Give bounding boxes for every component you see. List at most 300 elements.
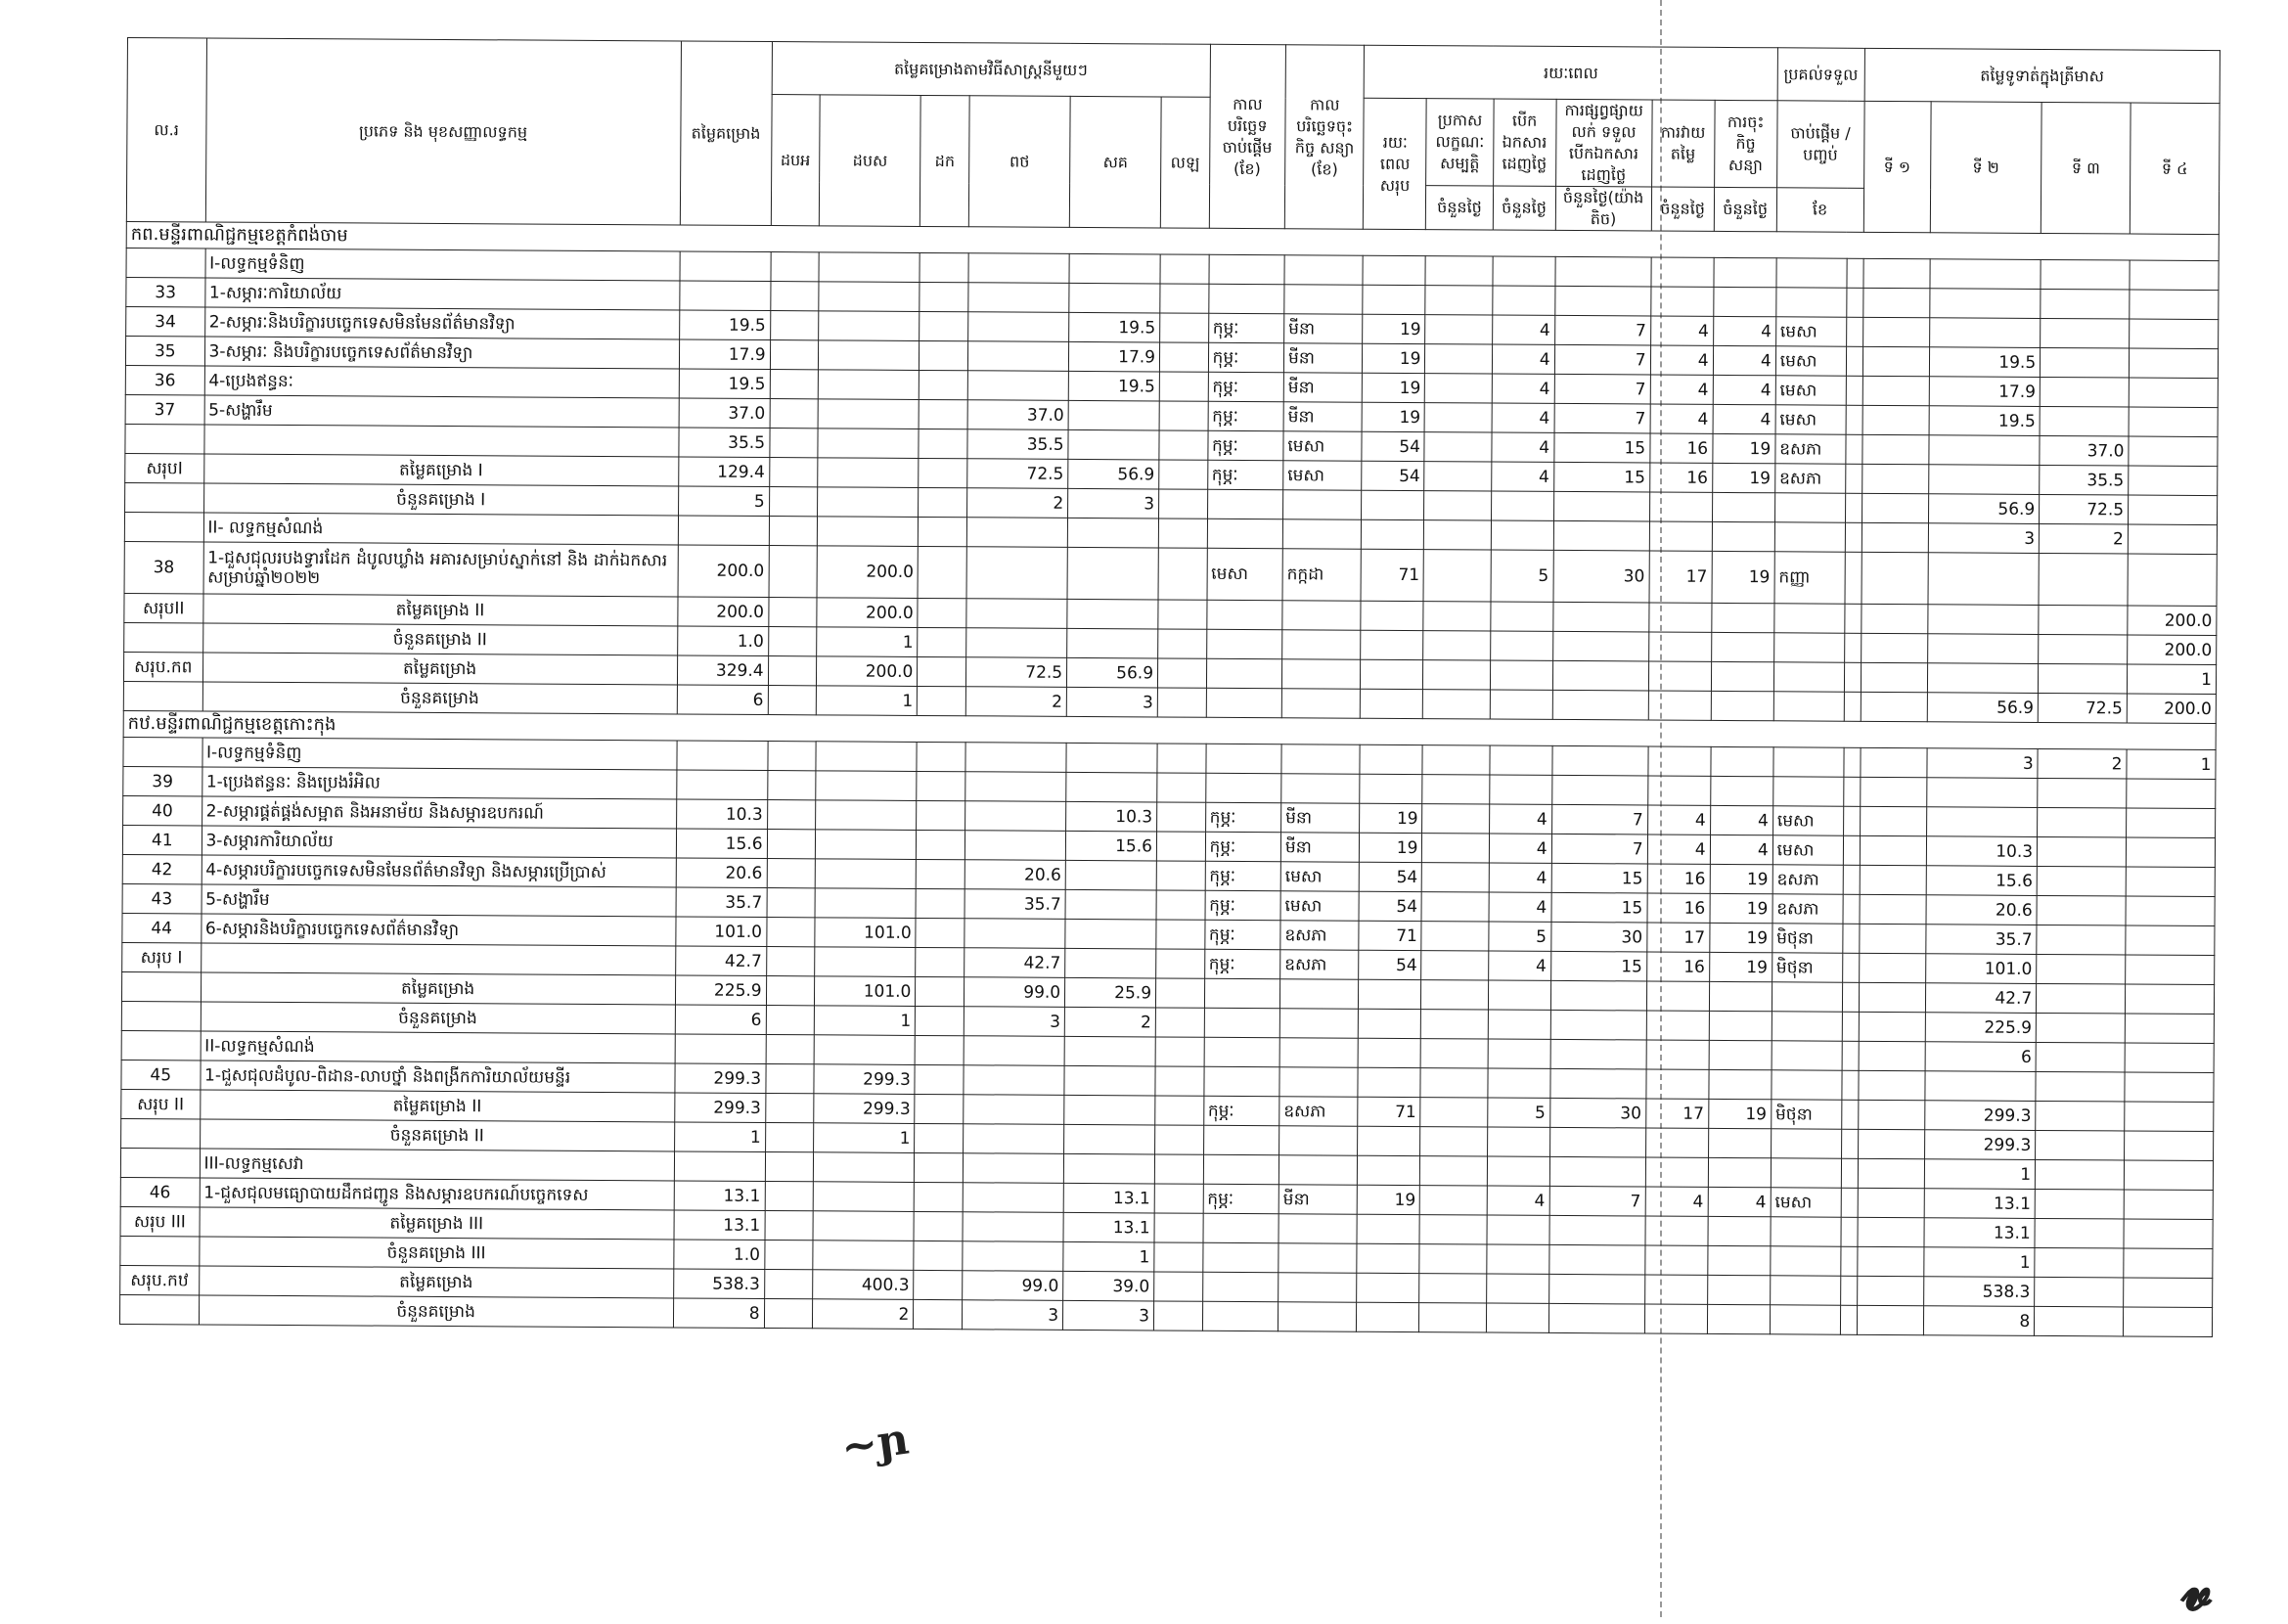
table-cell xyxy=(1064,1065,1155,1096)
table-cell xyxy=(2126,896,2215,926)
table-cell: 1 xyxy=(2127,749,2216,780)
table-cell xyxy=(121,1001,201,1030)
table-cell xyxy=(1493,256,1555,286)
table-cell xyxy=(1157,658,1206,688)
table-cell xyxy=(1160,254,1209,284)
table-cell xyxy=(1776,258,1847,288)
table-cell xyxy=(2036,1101,2125,1131)
table-cell xyxy=(1859,953,1925,982)
table-cell: 99.0 xyxy=(964,977,1064,1008)
table-cell xyxy=(1861,604,1927,633)
table-cell xyxy=(967,371,1068,401)
table-cell xyxy=(769,458,818,487)
table-cell xyxy=(1156,890,1205,920)
table-cell xyxy=(2041,318,2130,348)
table-cell xyxy=(1420,1068,1487,1098)
table-cell xyxy=(1646,1069,1709,1099)
table-cell xyxy=(819,340,920,371)
table-cell xyxy=(964,1065,1064,1096)
table-cell xyxy=(2124,1278,2213,1308)
table-cell xyxy=(676,770,767,800)
table-cell xyxy=(818,429,919,459)
table-cell xyxy=(1772,1012,1842,1041)
table-cell xyxy=(818,458,919,488)
table-cell: 538.3 xyxy=(673,1269,764,1299)
table-cell: 2 xyxy=(1064,1007,1155,1037)
table-cell: 37.0 xyxy=(679,398,770,429)
table-cell xyxy=(965,801,1065,832)
table-cell: 13.1 xyxy=(1063,1212,1154,1242)
table-cell xyxy=(1862,317,1929,346)
table-cell xyxy=(1068,429,1159,460)
table-cell xyxy=(1202,1272,1279,1301)
table-cell: 19 xyxy=(1709,952,1772,981)
table-cell xyxy=(1846,376,1862,405)
table-cell: 35.7 xyxy=(1925,925,2037,955)
table-cell xyxy=(1840,1305,1857,1334)
table-cell: មេសា xyxy=(1207,548,1283,600)
table-cell: 72.5 xyxy=(965,657,1066,688)
table-cell: មីនា xyxy=(1283,402,1363,431)
table-cell: មេសា xyxy=(1771,1188,1841,1217)
table-cell xyxy=(1842,1070,1859,1100)
table-cell: តម្លៃគម្រោង xyxy=(199,1266,673,1298)
table-cell: 45 xyxy=(121,1060,201,1089)
table-cell: មិថុនា xyxy=(1772,953,1842,982)
table-cell: កុម្ភៈ xyxy=(1208,342,1284,372)
table-cell xyxy=(1279,1126,1358,1155)
table-cell xyxy=(2129,407,2218,437)
table-cell xyxy=(1357,1214,1419,1243)
table-cell xyxy=(1842,1041,1859,1070)
table-cell xyxy=(1063,1153,1154,1184)
table-cell xyxy=(678,516,769,546)
table-cell xyxy=(1845,522,1862,552)
quarter-header: ទី ៤ xyxy=(2130,103,2220,235)
table-cell xyxy=(1065,889,1156,920)
table-cell xyxy=(1159,342,1208,372)
table-cell xyxy=(764,1299,813,1329)
table-cell xyxy=(2125,984,2214,1015)
table-cell xyxy=(2129,348,2218,379)
table-cell xyxy=(1281,659,1361,689)
table-cell xyxy=(1491,491,1553,520)
table-cell xyxy=(1157,802,1206,832)
table-cell xyxy=(1065,860,1156,890)
table-cell: 7 xyxy=(1554,315,1650,345)
table-cell xyxy=(968,253,1069,284)
table-cell xyxy=(1206,629,1282,658)
table-cell xyxy=(814,1035,915,1065)
table-cell: III-លទ្ធកម្មសេវា xyxy=(200,1149,674,1181)
table-cell xyxy=(1846,346,1862,376)
table-cell xyxy=(1419,1244,1486,1274)
table-cell: 2-សម្ភារផ្គត់ផ្គង់សម្អាត និងអនាម័យ និងសម្ភារឧបករណ៍ xyxy=(202,796,676,829)
method-header: លឡ xyxy=(1160,97,1209,228)
table-cell: ឧសភា xyxy=(1772,865,1843,894)
table-cell xyxy=(1552,745,1648,776)
table-cell xyxy=(1713,287,1775,316)
table-cell: 299.3 xyxy=(1924,1101,2036,1131)
table-cell: 19 xyxy=(1363,373,1425,402)
table-cell: 19.5 xyxy=(1929,347,2041,378)
method-header: ដបអ xyxy=(771,95,820,226)
table-cell xyxy=(1282,630,1362,659)
table-cell: 4 xyxy=(1492,344,1554,374)
table-cell xyxy=(1154,1213,1203,1242)
table-cell xyxy=(1844,747,1861,777)
table-cell xyxy=(1158,629,1207,658)
table-cell xyxy=(1770,1276,1840,1305)
table-cell: 101.0 xyxy=(815,918,916,948)
table-cell xyxy=(1159,460,1208,489)
table-cell xyxy=(767,771,816,800)
table-cell xyxy=(1771,1217,1841,1246)
table-cell xyxy=(1772,777,1843,806)
table-cell xyxy=(1278,1302,1357,1331)
table-cell xyxy=(1548,1244,1644,1275)
table-cell xyxy=(1773,747,1844,777)
table-cell xyxy=(2124,1248,2213,1279)
table-cell xyxy=(2035,1189,2124,1219)
table-cell xyxy=(1549,1068,1645,1099)
table-cell: 5 xyxy=(1491,550,1553,602)
table-cell xyxy=(1859,982,1925,1012)
table-cell: 19 xyxy=(1363,314,1425,343)
table-cell: 4 xyxy=(1491,462,1553,491)
table-cell: 4 xyxy=(1489,834,1551,863)
table-cell: 4 xyxy=(1650,375,1713,404)
table-cell: 16 xyxy=(1647,864,1710,893)
table-cell: សរុប II xyxy=(121,1089,201,1118)
table-cell xyxy=(1208,284,1284,313)
table-cell: 17 xyxy=(1646,923,1709,952)
table-cell xyxy=(1423,631,1490,660)
table-cell xyxy=(1157,773,1206,802)
table-cell xyxy=(964,1036,1064,1066)
table-cell xyxy=(919,429,967,458)
table-cell xyxy=(765,1152,814,1182)
table-cell xyxy=(1844,806,1861,835)
table-cell: 10.3 xyxy=(676,799,767,830)
table-cell xyxy=(1204,1037,1280,1066)
table-cell: 1-សម្ភារៈការិយាល័យ xyxy=(204,278,679,310)
table-cell: 56.9 xyxy=(1927,693,2039,723)
table-cell xyxy=(1844,777,1861,806)
table-cell: 6-សម្ភារនិងបរិក្ខារបច្ចេកទេសព័ត៌មានវិទ្យា xyxy=(201,914,675,946)
table-cell: 54 xyxy=(1362,431,1424,461)
table-cell: 1 xyxy=(817,627,918,657)
table-cell xyxy=(1422,775,1489,804)
table-cell: 19.5 xyxy=(1068,371,1159,401)
table-cell xyxy=(1861,633,1927,662)
table-cell xyxy=(917,800,965,830)
table-cell xyxy=(1710,776,1772,805)
table-cell xyxy=(2124,1219,2213,1249)
table-cell: 37.0 xyxy=(2040,435,2129,466)
table-cell xyxy=(2041,289,2130,319)
table-cell xyxy=(2037,983,2126,1014)
table-cell xyxy=(1154,1184,1203,1213)
quarter-header: ទី ១ xyxy=(1863,101,1931,232)
table-cell xyxy=(818,399,919,429)
table-cell xyxy=(916,947,965,976)
table-cell xyxy=(1419,1274,1486,1303)
table-cell: កុម្ភៈ xyxy=(1203,1184,1279,1213)
table-cell xyxy=(1279,1243,1358,1273)
table-cell xyxy=(1359,1038,1421,1067)
table-cell xyxy=(1357,1273,1419,1302)
table-cell xyxy=(1648,661,1711,691)
table-cell xyxy=(1279,979,1359,1009)
table-cell xyxy=(1860,865,1926,894)
col-methods-header: តម្លៃគម្រោងតាមវិធីសាស្ត្រនីមួយៗ xyxy=(772,42,1210,98)
table-cell xyxy=(1925,1071,2037,1102)
table-cell xyxy=(1648,603,1711,632)
table-cell: មីនា xyxy=(1280,833,1360,862)
table-cell xyxy=(1926,778,2038,808)
table-cell xyxy=(1644,1304,1707,1333)
table-cell: 4 xyxy=(1650,316,1713,345)
table-cell xyxy=(1929,435,2041,466)
table-cell xyxy=(1554,286,1650,316)
method-header: ដក xyxy=(920,95,969,226)
table-cell xyxy=(1770,1305,1840,1334)
table-cell xyxy=(1281,744,1361,774)
table-cell xyxy=(203,425,678,457)
table-cell xyxy=(767,888,816,918)
table-cell xyxy=(770,399,819,429)
table-cell xyxy=(1553,491,1649,521)
table-cell xyxy=(1423,690,1490,719)
table-cell: 19 xyxy=(1712,463,1774,492)
table-cell: 2 xyxy=(2038,748,2127,779)
table-cell xyxy=(813,1211,914,1241)
table-cell xyxy=(1860,894,1926,924)
table-cell xyxy=(1646,1040,1709,1069)
table-cell: 13.1 xyxy=(1924,1189,2036,1219)
table-cell xyxy=(818,370,919,400)
table-cell: 4 xyxy=(1492,403,1554,432)
table-cell xyxy=(1773,633,1844,662)
table-cell: 36 xyxy=(125,365,204,394)
table-cell xyxy=(1488,1039,1550,1068)
table-cell xyxy=(1843,953,1860,982)
table-cell: 400.3 xyxy=(813,1270,914,1300)
table-cell: 17 xyxy=(1649,551,1712,603)
table-cell xyxy=(2130,260,2219,291)
table-cell xyxy=(1550,1039,1646,1069)
table-cell xyxy=(1486,1303,1548,1332)
table-cell xyxy=(767,830,816,859)
table-cell xyxy=(1552,602,1648,632)
unit-header: ចំនួនថ្ងៃ(យ៉ាង តិច) xyxy=(1555,186,1651,231)
table-cell: 42.7 xyxy=(675,946,766,976)
table-cell xyxy=(816,800,917,831)
table-cell xyxy=(919,517,967,546)
table-cell xyxy=(1550,980,1646,1011)
table-cell xyxy=(126,248,205,277)
table-cell: 20.6 xyxy=(965,860,1065,890)
table-cell xyxy=(766,1035,815,1064)
table-cell xyxy=(1159,430,1208,460)
table-cell xyxy=(1552,690,1648,720)
table-cell: 299.3 xyxy=(674,1093,765,1123)
table-cell: 19 xyxy=(1363,343,1425,373)
table-cell xyxy=(1774,604,1845,633)
table-cell xyxy=(1279,1214,1358,1243)
table-cell: 3-សម្ភារការិយាល័យ xyxy=(202,826,676,858)
table-cell xyxy=(1206,600,1282,629)
table-cell xyxy=(1862,258,1929,288)
table-cell xyxy=(770,340,819,370)
table-cell: 200.0 xyxy=(678,597,769,627)
table-cell xyxy=(1067,547,1158,600)
table-cell: 200.0 xyxy=(678,545,769,598)
table-cell xyxy=(2036,1013,2125,1043)
table-cell: 1 xyxy=(1063,1241,1154,1272)
table-cell: មេសា xyxy=(1772,835,1843,865)
table-cell xyxy=(813,1152,914,1183)
table-cell: 4 xyxy=(1650,404,1713,433)
table-cell xyxy=(1205,773,1281,802)
table-cell: 72.5 xyxy=(967,459,1068,489)
table-cell xyxy=(1648,746,1711,776)
table-cell xyxy=(2036,1159,2125,1190)
table-cell: 19 xyxy=(1709,923,1772,952)
table-cell xyxy=(915,1123,964,1152)
table-cell: II- លទ្ធកម្មសំណង់ xyxy=(203,513,678,545)
table-cell: I-លទ្ធកម្មទំនិញ xyxy=(202,738,676,770)
table-cell: 3 xyxy=(1068,488,1159,519)
table-cell xyxy=(915,1035,964,1064)
table-cell xyxy=(1358,1067,1420,1097)
table-cell: មេសា xyxy=(1283,461,1363,490)
table-cell: 17.9 xyxy=(1069,341,1160,372)
table-cell xyxy=(1711,691,1773,720)
table-cell: 35.5 xyxy=(2040,465,2129,495)
table-cell xyxy=(1363,285,1425,314)
table-cell: 3 xyxy=(962,1300,1062,1331)
col-quarterly-header: តម្លៃទូទាត់ក្នុងត្រីមាស xyxy=(1864,48,2221,103)
table-cell: 1-ជួសជុលដំបូល-ពិដាន-លាបថ្នាំ និងពង្រីកការិយាល័យមន្ទីរ xyxy=(200,1060,674,1093)
table-cell: 34 xyxy=(126,306,205,336)
table-cell xyxy=(2039,605,2128,635)
table-cell: ឧសភា xyxy=(1279,1097,1359,1126)
table-cell xyxy=(1845,552,1862,604)
table-cell: 99.0 xyxy=(963,1271,1063,1301)
table-cell xyxy=(1847,288,1863,317)
table-cell xyxy=(965,831,1065,861)
table-cell: 4 xyxy=(1710,805,1772,835)
table-cell: 200.0 xyxy=(817,656,918,687)
table-cell: 7 xyxy=(1554,374,1650,404)
table-cell xyxy=(1644,1245,1707,1275)
table-cell xyxy=(1648,632,1711,661)
table-cell xyxy=(1843,894,1860,924)
table-cell: 329.4 xyxy=(677,655,768,686)
table-cell xyxy=(1930,259,2041,290)
table-cell: មេសា xyxy=(1772,806,1843,835)
table-cell: 5-សង្ហារឹម xyxy=(204,395,679,428)
table-cell xyxy=(1846,434,1862,464)
table-cell: មេសា xyxy=(1775,405,1846,434)
deliver-sub-header: ចាប់ផ្តើម / បញ្ចប់ xyxy=(1776,101,1863,189)
table-cell xyxy=(1843,865,1860,894)
table-cell xyxy=(1845,493,1862,522)
table-cell xyxy=(768,598,817,627)
table-cell xyxy=(917,830,965,859)
table-cell xyxy=(1361,659,1423,689)
col-no-header: ល.រ xyxy=(126,38,206,222)
table-cell xyxy=(1490,602,1552,631)
table-cell: 6 xyxy=(1925,1042,2037,1072)
table-cell xyxy=(918,627,966,656)
table-cell xyxy=(1862,376,1929,405)
table-cell: 42.7 xyxy=(1925,983,2037,1014)
table-cell xyxy=(1068,400,1159,430)
deliver-unit-header: ខែ xyxy=(1776,188,1863,233)
table-cell xyxy=(125,424,204,453)
table-cell xyxy=(1279,1273,1358,1302)
table-cell: 200.0 xyxy=(2127,694,2216,724)
table-cell: 20.6 xyxy=(1926,895,2038,925)
table-cell: មិថុនា xyxy=(1772,924,1843,953)
table-cell xyxy=(1490,745,1552,775)
table-cell xyxy=(121,1118,201,1148)
table-cell xyxy=(1361,689,1423,718)
table-cell xyxy=(2041,259,2130,290)
table-cell xyxy=(1841,1217,1858,1246)
table-cell xyxy=(1158,548,1207,600)
table-cell xyxy=(2037,954,2126,984)
table-cell xyxy=(1422,863,1489,892)
table-cell xyxy=(914,1270,963,1299)
table-cell xyxy=(920,370,968,399)
table-cell: មេសា xyxy=(1775,317,1846,346)
table-cell xyxy=(1203,1213,1279,1242)
table-cell xyxy=(963,1183,1063,1213)
table-cell: 1 xyxy=(814,1006,915,1036)
table-cell: 200.0 xyxy=(2128,606,2217,636)
table-cell: 4-ប្រេងឥន្ធនៈ xyxy=(204,366,679,398)
table-cell xyxy=(1203,1125,1279,1154)
table-cell xyxy=(1844,692,1861,721)
table-cell xyxy=(1420,1098,1487,1127)
table-cell xyxy=(1064,1036,1155,1066)
table-cell xyxy=(1419,1303,1486,1332)
table-cell: 2-សម្ភារៈនិងបរិក្ខារបច្ចេកទេសមិនមែនព័ត៌មានវិទ្យា xyxy=(204,307,679,339)
table-cell xyxy=(119,1294,199,1324)
table-cell: 37.0 xyxy=(967,400,1068,430)
table-cell: 56.9 xyxy=(1928,494,2040,524)
table-cell xyxy=(1712,521,1774,551)
table-cell xyxy=(125,482,204,512)
table-cell xyxy=(1279,1067,1359,1097)
table-cell xyxy=(1421,1010,1488,1039)
table-cell xyxy=(1422,804,1489,834)
table-cell xyxy=(2129,495,2218,525)
table-cell: 5 xyxy=(1487,1098,1549,1127)
duration-header: បើកឯកសារ ដេញថ្លៃ xyxy=(1493,99,1556,186)
duration-header: ការវាយ តម្លៃ xyxy=(1651,100,1715,187)
table-cell: 44 xyxy=(122,913,202,942)
table-cell: I-លទ្ធកម្មទំនិញ xyxy=(205,248,680,281)
table-cell xyxy=(1859,924,1925,953)
table-cell xyxy=(963,1153,1063,1184)
table-cell xyxy=(1552,631,1648,661)
table-cell xyxy=(2036,1071,2125,1102)
